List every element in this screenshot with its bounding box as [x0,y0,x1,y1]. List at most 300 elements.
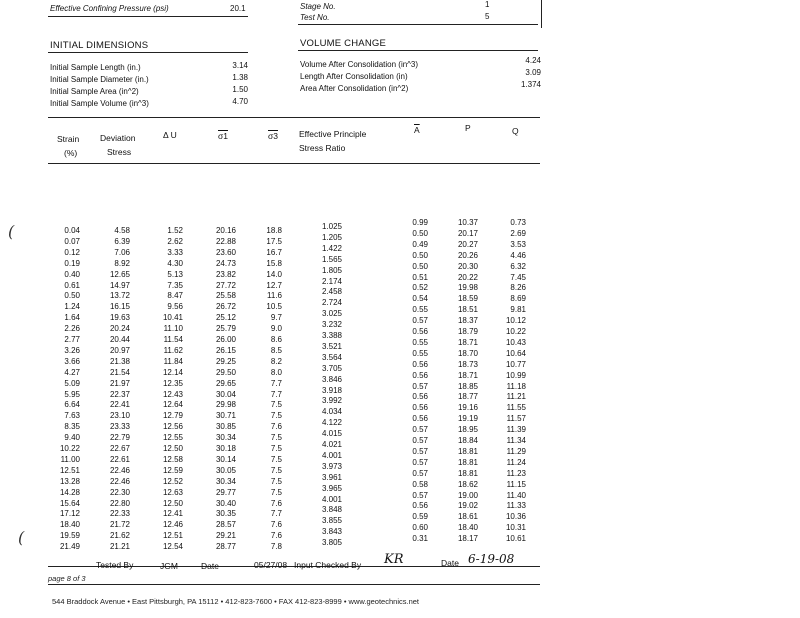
cell-strain: 12.51 [59,465,80,475]
stage-value: 1 [485,0,490,9]
cell-a-value: 0.57 [412,468,428,478]
cell-sigma3: 7.7 [270,389,282,399]
volume-label: Volume After Consolidation (in^3) [300,60,419,69]
cell-sigma3: 9.7 [270,313,282,323]
initial-dim-label: Initial Sample Diameter (in.) [50,75,149,84]
cell-sigma3: 7.5 [270,476,282,486]
cell-sigma1: 27.72 [215,280,236,290]
cell-sigma3: 7.5 [270,433,282,443]
cell-sigma1: 29.98 [215,400,236,410]
cell-a-value: 0.56 [412,392,428,402]
cell-p-value: 18.81 [457,457,478,467]
cell-sigma3: 7.6 [270,531,282,541]
cell-delta-u: 5.13 [167,269,183,279]
cell-stress-ratio: 4.001 [321,494,342,504]
cell-p-value: 18.84 [457,436,478,445]
cell-p-value: 20.30 [457,261,478,271]
cell-q-value: 10.99 [505,370,526,380]
col-ratio-header: Effective Principle [299,129,367,139]
cell-delta-u: 11.62 [163,345,183,355]
cell-sigma1: 30.14 [215,454,236,464]
cell-sigma1: 30.35 [215,509,236,519]
cell-p-value: 18.70 [457,348,478,358]
cell-strain: 1.64 [64,313,80,323]
cell-p-value: 19.00 [457,490,478,500]
cell-stress-ratio: 3.232 [321,320,342,330]
cell-q-value: 4.46 [510,250,526,260]
initial-dim-value: 1.38 [232,73,248,82]
cell-q-value: 11.23 [506,468,526,478]
cell-strain: 0.04 [64,226,80,235]
cell-a-value: 0.57 [412,436,428,445]
cell-delta-u: 12.41 [162,509,183,519]
cell-q-value: 8.26 [510,283,526,293]
cell-sigma3: 17.5 [266,236,282,246]
cell-stress-ratio: 3.521 [321,341,342,351]
cell-sigma3: 7.6 [270,520,282,530]
cell-sigma1: 30.34 [215,433,236,443]
cell-p-value: 18.37 [457,316,478,326]
cell-sigma1: 23.82 [215,269,236,279]
cell-strain: 5.95 [64,389,80,399]
cell-q-value: 0.73 [510,218,526,227]
cell-sigma3: 7.7 [270,378,282,388]
cell-deviation-stress: 22.80 [109,498,130,508]
cell-strain: 13.28 [59,476,80,486]
cell-deviation-stress: 23.33 [109,422,130,432]
cell-q-value: 9.81 [510,305,526,315]
cell-p-value: 18.17 [457,534,478,544]
col-a-header: $\overline{A}$ [414,125,420,135]
cell-stress-ratio: 4.122 [321,418,342,428]
cell-sigma1: 30.40 [215,498,236,508]
tested-by-value: JGM [160,561,178,571]
cell-q-value: 10.31 [505,523,526,533]
cell-delta-u: 12.14 [162,367,183,377]
cell-p-value: 10.37 [457,218,478,227]
checked-by-signature: KR [384,552,404,567]
cell-sigma1: 25.79 [215,324,236,334]
cell-deviation-stress: 22.79 [109,433,130,443]
cell-delta-u: 11.10 [163,324,183,334]
footer-rule [48,584,540,585]
cell-stress-ratio: 1.025 [321,222,342,231]
cell-a-value: 0.56 [412,501,428,511]
cell-q-value: 7.45 [510,272,526,282]
col-p-header: P [465,123,471,133]
tested-by-label: Tested By [96,560,134,570]
cell-deviation-stress: 6.39 [114,236,130,246]
cell-q-value: 11.15 [506,479,526,489]
cell-sigma3: 16.7 [266,247,282,257]
cell-strain: 0.40 [64,269,80,279]
cell-sigma1: 26.15 [215,345,236,355]
cell-a-value: 0.51 [412,272,428,282]
col-strain-header: Strain [57,134,80,144]
volume-title-rule [298,50,538,51]
cell-p-value: 19.98 [457,283,478,293]
cell-q-value: 10.77 [505,359,526,369]
cell-strain: 7.63 [64,411,80,421]
cell-delta-u: 12.63 [162,487,183,497]
cell-strain: 18.40 [59,520,80,530]
cell-q-value: 11.29 [506,446,526,456]
cell-delta-u: 12.35 [162,378,183,388]
cell-sigma1: 24.73 [215,258,236,268]
cell-delta-u: 12.52 [162,476,183,486]
cell-stress-ratio: 3.843 [321,527,342,537]
cell-sigma3: 8.5 [270,345,282,355]
cell-a-value: 0.54 [412,294,428,304]
cell-deviation-stress: 23.10 [109,411,130,421]
cell-a-value: 0.58 [412,479,428,489]
cell-sigma1: 30.85 [215,422,236,432]
cell-a-value: 0.50 [412,250,428,260]
cell-stress-ratio: 2.724 [321,298,342,308]
top-right-border [541,0,542,28]
cell-p-value: 20.22 [457,272,478,282]
cell-a-value: 0.99 [412,218,428,227]
cell-sigma3: 8.6 [270,335,282,344]
effective-pressure-label: Effective Confining Pressure (psi) [50,4,169,13]
cell-deviation-stress: 4.58 [114,226,130,235]
cell-strain: 19.59 [59,531,80,541]
cell-stress-ratio: 3.965 [321,483,342,493]
cell-sigma1: 28.77 [215,542,236,552]
cell-q-value: 10.22 [505,327,526,336]
cell-q-value: 10.36 [505,512,526,522]
cell-delta-u: 11.84 [163,356,183,366]
cell-delta-u: 12.58 [162,454,183,464]
cell-delta-u: 10.41 [162,313,183,323]
cell-stress-ratio: 3.855 [321,516,342,526]
cell-deviation-stress: 14.97 [109,280,130,290]
col-strain-unit: (%) [64,148,78,158]
cell-sigma3: 9.0 [270,324,282,334]
cell-sigma3: 7.5 [270,444,282,453]
cell-p-value: 18.62 [457,479,478,489]
checked-date-label: Date [441,558,459,568]
cell-strain: 2.26 [64,324,80,334]
cell-strain: 5.09 [64,378,80,388]
tested-date-value: 05/27/08 [254,560,288,570]
test-value: 5 [485,12,490,21]
cell-q-value: 11.57 [506,414,526,424]
cell-delta-u: 12.59 [162,465,183,475]
cell-delta-u: 12.54 [162,542,183,552]
cell-q-value: 11.55 [506,403,526,413]
cell-deviation-stress: 22.41 [109,400,130,410]
cell-q-value: 10.43 [505,337,526,347]
cell-p-value: 18.77 [457,392,478,402]
volume-value: 3.09 [525,68,541,77]
cell-delta-u: 12.51 [162,531,183,541]
cell-p-value: 19.02 [457,501,478,511]
cell-sigma3: 8.2 [270,356,282,366]
cell-sigma3: 7.6 [270,422,282,432]
cell-deviation-stress: 22.30 [109,487,130,497]
cell-sigma3: 15.8 [266,258,282,268]
cell-p-value: 18.51 [457,305,478,315]
stage-label: Stage No. [300,2,336,11]
cell-a-value: 0.57 [412,490,428,500]
cell-a-value: 0.56 [412,359,428,369]
cell-q-value: 3.53 [510,239,526,249]
cell-a-value: 0.52 [412,283,428,293]
cell-a-value: 0.59 [412,512,428,522]
cell-stress-ratio: 1.805 [321,265,342,275]
col-q-header: Q [512,126,519,136]
cell-sigma3: 7.5 [270,400,282,410]
footer-address: 544 Braddock Avenue • East Pittsburgh, PA 15112 • 412-823-7600 • FAX 412-823-8999 • www.geotechnics.net [52,597,419,606]
cell-sigma3: 10.5 [266,302,282,312]
cell-a-value: 0.60 [412,523,428,533]
cell-p-value: 18.73 [457,359,478,369]
cell-sigma3: 7.6 [270,498,282,508]
cell-sigma3: 8.0 [270,367,282,377]
cell-strain: 3.66 [64,356,80,366]
cell-q-value: 10.61 [505,534,526,544]
cell-sigma1: 28.57 [215,520,236,530]
cell-deviation-stress: 22.46 [109,465,130,475]
cell-stress-ratio: 4.034 [321,407,342,417]
cell-delta-u: 3.33 [167,247,183,257]
cell-deviation-stress: 21.62 [109,531,130,541]
cell-sigma1: 30.05 [215,465,236,475]
cell-sigma1: 29.50 [215,367,236,377]
cell-strain: 0.12 [64,247,80,257]
cell-a-value: 0.55 [412,337,428,347]
top-rule-left [48,16,248,17]
cell-a-value: 0.56 [412,414,428,424]
cell-q-value: 11.34 [506,436,526,445]
initial-dim-value: 1.50 [232,85,248,94]
volume-value: 4.24 [525,56,541,65]
cell-stress-ratio: 3.846 [321,374,342,384]
table-header-rule [48,163,540,164]
cell-strain: 21.49 [59,542,80,552]
cell-strain: 14.28 [59,487,80,497]
cell-a-value: 0.55 [412,348,428,358]
initial-dim-value: 4.70 [232,97,248,106]
cell-stress-ratio: 4.021 [321,440,342,449]
cell-deviation-stress: 13.72 [109,291,130,301]
cell-stress-ratio: 3.961 [321,472,342,482]
initial-dimensions-title: INITIAL DIMENSIONS [50,40,149,51]
cell-delta-u: 12.50 [162,444,183,453]
cell-deviation-stress: 21.54 [109,367,130,377]
col-sigma3-header: σ3 [268,131,278,141]
cell-strain: 0.19 [64,258,80,268]
cell-stress-ratio: 3.805 [321,538,342,548]
cell-p-value: 19.16 [457,403,478,413]
cell-sigma1: 23.60 [215,247,236,257]
cell-delta-u: 12.46 [162,520,183,530]
table-top-rule [48,117,540,118]
cell-q-value: 11.33 [506,501,526,511]
cell-delta-u: 12.56 [162,422,183,432]
cell-stress-ratio: 3.564 [321,352,342,362]
cell-sigma1: 25.12 [215,313,236,323]
cell-strain: 15.64 [59,498,80,508]
cell-sigma1: 29.65 [215,378,236,388]
cell-deviation-stress: 7.06 [114,247,130,257]
cell-stress-ratio: 4.001 [321,450,342,460]
cell-stress-ratio: 2.174 [321,276,342,286]
cell-sigma1: 29.25 [215,356,236,366]
volume-change-title: VOLUME CHANGE [300,38,387,49]
cell-q-value: 11.39 [506,425,526,435]
cell-deviation-stress: 22.33 [109,509,130,519]
cell-q-value: 2.69 [510,228,526,238]
cell-p-value: 20.27 [457,239,478,249]
cell-deviation-stress: 21.21 [109,542,130,552]
cell-deviation-stress: 20.97 [109,345,130,355]
tested-date-label: Date [201,561,219,571]
cell-q-value: 10.12 [505,316,526,326]
cell-stress-ratio: 3.973 [321,461,342,471]
cell-deviation-stress: 22.37 [109,389,130,399]
cell-sigma3: 7.5 [270,487,282,497]
cell-p-value: 18.61 [457,512,478,522]
cell-sigma1: 25.58 [215,291,236,301]
cell-strain: 17.12 [59,509,80,519]
cell-deviation-stress: 21.72 [109,520,130,530]
cell-deviation-stress: 22.67 [109,444,130,453]
initial-dim-label: Initial Sample Length (in.) [50,63,141,72]
cell-strain: 11.00 [60,454,80,464]
page-number: page 8 of 3 [48,574,86,583]
cell-p-value: 20.17 [457,228,478,238]
cell-strain: 6.64 [64,400,80,410]
cell-sigma1: 26.00 [215,335,236,344]
effective-pressure-value: 20.1 [230,4,246,13]
cell-a-value: 0.55 [412,305,428,315]
cell-p-value: 18.79 [457,327,478,336]
cell-stress-ratio: 4.015 [321,429,342,439]
cell-deviation-stress: 21.38 [109,356,130,366]
cell-sigma1: 26.72 [215,302,236,312]
cell-stress-ratio: 3.848 [321,505,342,515]
cell-q-value: 11.24 [506,457,526,467]
cell-p-value: 18.85 [457,381,478,391]
cell-deviation-stress: 12.65 [109,269,130,279]
cell-p-value: 18.81 [457,468,478,478]
cell-strain: 8.35 [64,422,80,432]
cell-delta-u: 12.79 [162,411,183,421]
initial-title-rule [48,52,248,53]
cell-p-value: 20.26 [457,250,478,260]
cell-deviation-stress: 19.63 [109,313,130,323]
cell-delta-u: 1.52 [167,226,183,235]
cell-strain: 2.77 [64,335,80,344]
cell-deviation-stress: 20.44 [109,335,130,344]
cell-deviation-stress: 22.61 [109,454,130,464]
cell-strain: 4.27 [64,367,80,377]
cell-p-value: 18.71 [457,337,478,347]
cell-a-value: 0.31 [412,534,428,544]
cell-a-value: 0.57 [412,316,428,326]
test-label: Test No. [300,13,330,22]
initial-dim-value: 3.14 [232,61,248,70]
cell-deviation-stress: 8.92 [114,258,130,268]
cell-delta-u: 11.54 [163,335,183,344]
cell-a-value: 0.50 [412,228,428,238]
cell-a-value: 0.57 [412,381,428,391]
cell-stress-ratio: 1.565 [321,254,342,264]
cell-a-value: 0.57 [412,457,428,467]
cell-sigma3: 18.8 [266,226,282,235]
cell-stress-ratio: 3.992 [321,396,342,406]
cell-deviation-stress: 20.24 [109,324,130,334]
cell-delta-u: 7.35 [167,280,183,290]
cell-p-value: 18.71 [457,370,478,380]
cell-stress-ratio: 2.458 [321,287,342,297]
cell-strain: 9.40 [64,433,80,443]
cell-delta-u: 9.56 [167,302,183,312]
cell-sigma3: 7.7 [270,509,282,519]
margin-mark-1: ( [8,222,15,241]
cell-stress-ratio: 3.025 [321,309,342,319]
cell-sigma1: 30.18 [215,444,236,453]
cell-q-value: 6.32 [510,261,526,271]
cell-q-value: 11.40 [506,490,526,500]
cell-q-value: 11.21 [506,392,526,402]
cell-a-value: 0.50 [412,261,428,271]
cell-strain: 3.26 [64,345,80,355]
col-ratio-header-2: Stress Ratio [299,143,346,153]
col-sigma1-header: σ1 [218,131,228,141]
cell-q-value: 8.69 [510,294,526,304]
top-rule-right [298,24,538,25]
cell-stress-ratio: 1.205 [321,232,342,242]
cell-p-value: 18.81 [457,446,478,456]
volume-value: 1.374 [520,80,541,89]
cell-deviation-stress: 16.15 [109,302,130,312]
cell-a-value: 0.56 [412,403,428,413]
cell-a-value: 0.49 [412,239,428,249]
cell-q-value: 11.18 [506,381,526,391]
cell-sigma1: 29.77 [215,487,236,497]
cell-stress-ratio: 3.705 [321,363,342,373]
cell-a-value: 0.57 [412,446,428,456]
cell-sigma3: 11.6 [267,291,282,301]
col-stress-header: Stress [107,147,132,157]
cell-strain: 0.07 [64,236,80,246]
margin-mark-2: ( [18,528,25,547]
cell-deviation-stress: 21.97 [109,378,130,388]
cell-sigma3: 7.5 [270,454,282,464]
cell-sigma3: 7.5 [270,411,282,421]
checked-by-label: Input Checked By [294,560,362,570]
cell-sigma1: 30.71 [215,411,236,421]
cell-delta-u: 2.62 [167,236,183,246]
cell-sigma3: 12.7 [266,280,282,290]
cell-p-value: 18.95 [457,425,478,435]
col-delta-u-header: Δ U [163,130,177,140]
cell-delta-u: 8.47 [167,291,183,301]
cell-strain: 10.22 [59,444,80,453]
cell-a-value: 0.56 [412,370,428,380]
cell-a-value: 0.57 [412,425,428,435]
cell-delta-u: 12.43 [162,389,183,399]
cell-p-value: 18.40 [457,523,478,533]
cell-strain: 1.24 [64,302,80,312]
checked-date-value: 6-19-08 [468,552,515,566]
col-deviation-header: Deviation [100,133,136,143]
cell-stress-ratio: 3.918 [321,385,342,395]
cell-p-value: 18.59 [457,294,478,304]
